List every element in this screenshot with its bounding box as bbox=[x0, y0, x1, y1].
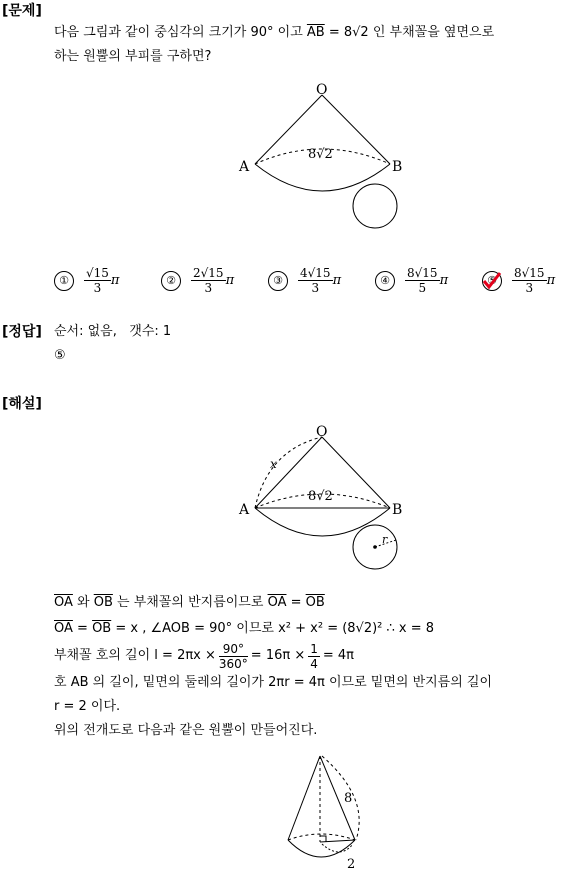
choice-2[interactable]: ② $\frac{2√15}{3}$ π bbox=[161, 266, 234, 306]
label-x: x bbox=[270, 457, 277, 471]
solution-line-3: 부채꼴 호의 길이 l = 2πx × $\frac{90^\circ}{360^\circ}$ = 16π × $\frac{1}{4}$ = 4π bbox=[54, 641, 354, 671]
checkmark-icon bbox=[481, 270, 503, 292]
solution-line-1: $\overline{OA}$ 와 $\overline{OB}$ 는 부채꼴의 반지름이므로 $\overline{OA} = \overline{OB}$ bbox=[54, 595, 325, 610]
figure-sector bbox=[230, 78, 410, 233]
choice-4[interactable]: ④ $\frac{8√15}{5}$ π bbox=[375, 266, 448, 306]
problem-header: [문제] bbox=[2, 3, 42, 19]
solution-line-6: 위의 전개도로 다음과 같은 원뿔이 만들어진다. bbox=[54, 723, 318, 738]
solution-line-2: $\overline{OA} = \overline{OB} = x$ , ∠AOB = 90° 이므로 x² + x² = (8√2)² ∴ x = 8 bbox=[54, 621, 435, 636]
label-chord: 8√2 bbox=[308, 489, 333, 504]
solution-line-5: r = 2 이다. bbox=[54, 699, 121, 714]
solution-header: [해설] bbox=[2, 396, 42, 412]
label-o: O bbox=[316, 82, 328, 98]
figure-sector-solution bbox=[230, 420, 420, 575]
label-slant: 8 bbox=[344, 791, 353, 806]
label-r: r bbox=[382, 533, 388, 546]
label-a: A bbox=[239, 502, 250, 518]
choice-5[interactable]: ⑤ $\frac{8√15}{3}$ π bbox=[482, 266, 555, 306]
answer-meta: 순서: 없음, 갯수: 1 bbox=[54, 324, 172, 339]
problem-line-2: 하는 원뿔의 부피를 구하면? bbox=[54, 49, 212, 64]
choice-1[interactable]: ① $\frac{√15}{3}$ π bbox=[54, 266, 119, 306]
segment-ab: $\overline{AB}$ bbox=[306, 25, 325, 40]
label-chord: 8√2 bbox=[308, 147, 333, 162]
choice-3[interactable]: ③ $\frac{4√15}{3}$ π bbox=[268, 266, 341, 306]
label-radius: 2 bbox=[347, 857, 356, 870]
answer-value: ⑤ bbox=[54, 348, 66, 363]
solution-line-4: 호 AB 의 길이, 밑면의 둘레의 길이가 2πr = 4π 이므로 밑면의 반지름의 길이 bbox=[54, 675, 493, 690]
figure-cone bbox=[270, 748, 380, 870]
label-a: A bbox=[239, 159, 250, 175]
label-b: B bbox=[392, 159, 403, 175]
answer-header: [정답] bbox=[2, 324, 42, 340]
problem-line-1: 다음 그림과 같이 중심각의 크기가 90° 이고 $\overline{AB} = 8√2$ 인 부채꼴을 옆면으로 bbox=[54, 25, 495, 40]
label-o: O bbox=[316, 424, 328, 440]
label-b: B bbox=[392, 502, 403, 518]
